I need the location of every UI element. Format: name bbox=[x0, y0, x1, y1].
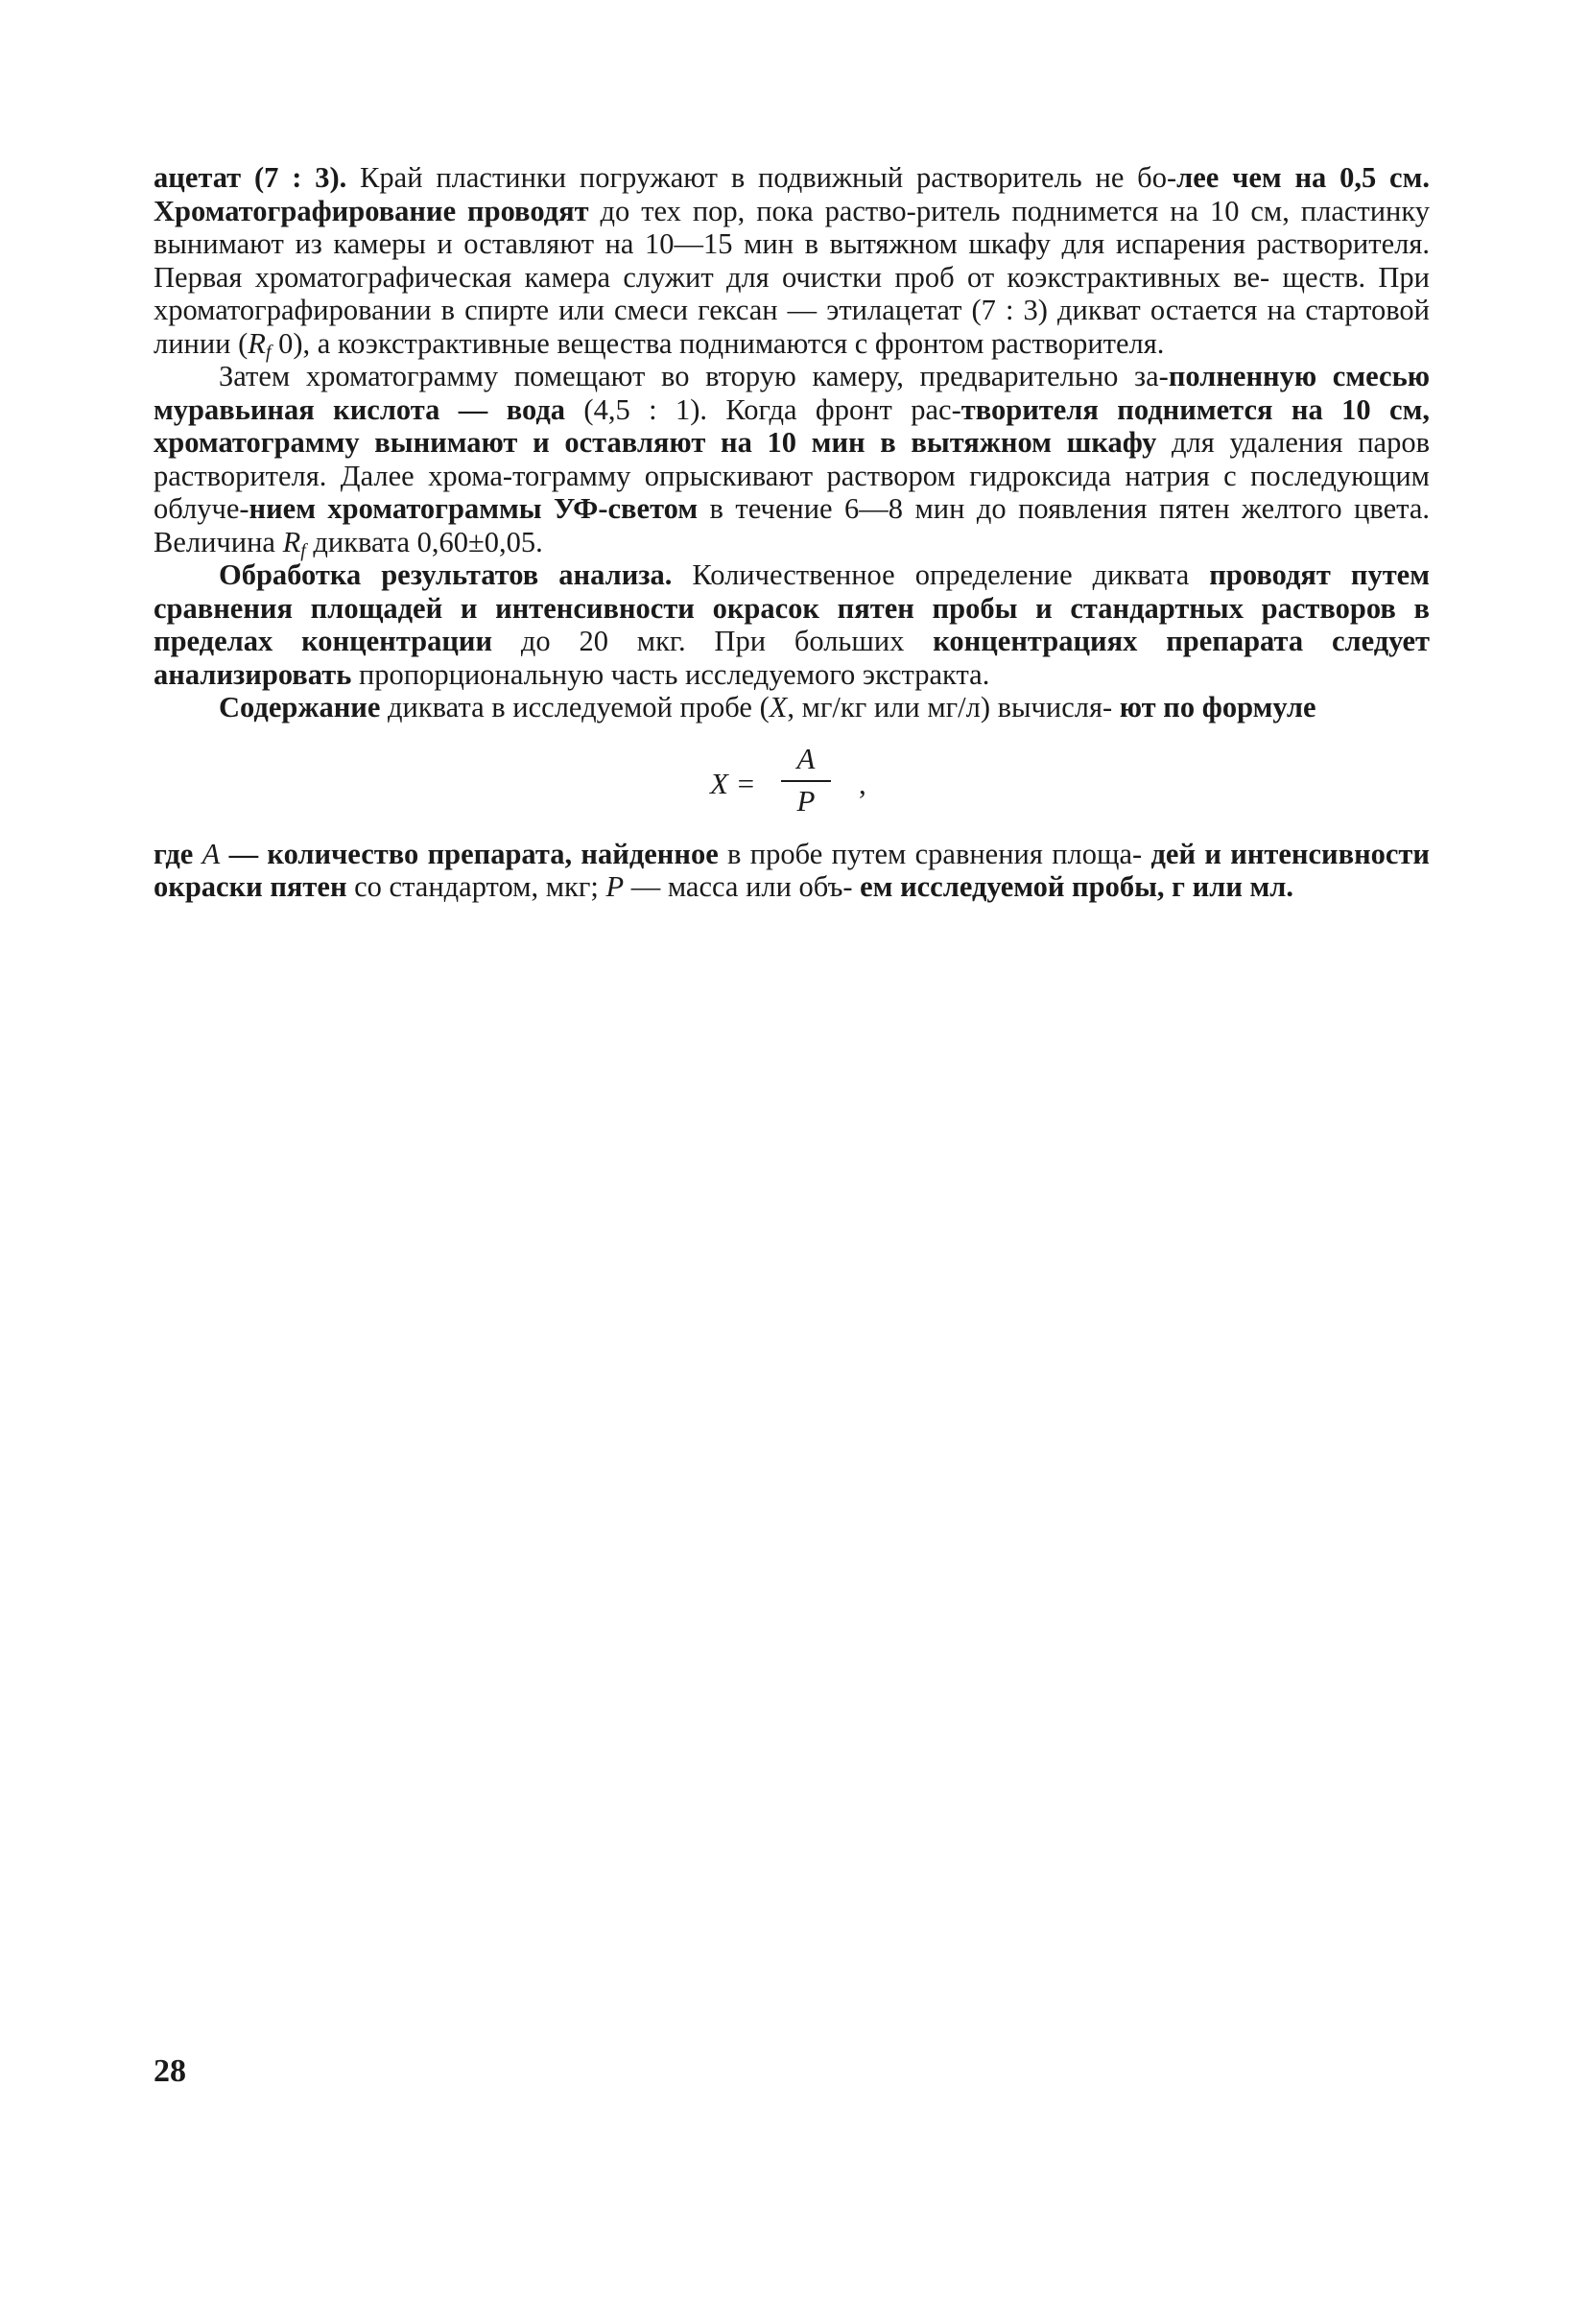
a-symbol: A bbox=[201, 837, 221, 870]
text: диквата в исследуемой пробе ( bbox=[380, 691, 770, 723]
rf-subscript: f bbox=[300, 539, 306, 561]
formula-numerator: A bbox=[796, 741, 816, 775]
text: , мг/кг или мг/л) вычисля- bbox=[787, 691, 1113, 723]
formula-comma: , bbox=[859, 767, 866, 801]
text: тограмму опрыскивают раствором гидроксида натрия с последующим облуче- bbox=[154, 459, 1430, 525]
text: в пробе путем сравнения площа- bbox=[718, 837, 1143, 870]
p-symbol: P bbox=[605, 870, 625, 903]
text-bold: 10 мин в вытяжном шкафу bbox=[767, 426, 1157, 459]
paragraph-5 bbox=[154, 838, 1430, 904]
text: (4,5 : 1). Когда фронт рас- bbox=[565, 392, 961, 426]
text: Затем хроматограмму помещают во вторую камеру, предварительно за- bbox=[219, 360, 1169, 392]
formula-fraction bbox=[777, 740, 835, 818]
text-bold: — количество препарата, найденное bbox=[220, 837, 719, 870]
rf-subscript: f bbox=[265, 341, 272, 363]
text: — масса или объ- bbox=[624, 870, 853, 903]
text-bold: концентрациях препарата следует анализировать bbox=[154, 625, 1430, 691]
text-bold: Содержание bbox=[219, 691, 381, 723]
text-bold: нием хроматограммы УФ-светом bbox=[249, 492, 699, 525]
text-bold: ацетат (7 : 3). bbox=[154, 161, 347, 194]
text: Количественное определение диквата bbox=[672, 558, 1210, 591]
paragraph-1 bbox=[154, 161, 1430, 363]
text-bold: ют по формуле bbox=[1119, 691, 1316, 723]
text: в течение 6—8 мин до появления пятен желтого цвета. Величина bbox=[154, 492, 1430, 558]
text: до 20 мкг. При больших bbox=[492, 625, 934, 657]
rf-symbol: R bbox=[282, 525, 301, 558]
text-bold: лее чем на 0,5 см. Хроматографирование проводят bbox=[154, 161, 1430, 227]
formula bbox=[154, 732, 1430, 838]
section-heading: Обработка результатов анализа. bbox=[219, 558, 673, 591]
rf-symbol: R bbox=[248, 326, 266, 360]
formula-lhs: X = bbox=[710, 767, 756, 801]
text-bold: проводят путем сравнения площадей и интенсивности окрасок пятен пробы и стандартных растворов в пределах концентрации bbox=[154, 558, 1430, 657]
text: ществ. При хроматографировании в спирте или смеси гексан — этилацетат (7 : 3) дикват остается на стартовой линии ( bbox=[154, 260, 1430, 360]
paragraph-2 bbox=[154, 360, 1430, 561]
text: Край пластинки погружают в подвижный растворитель не бо- bbox=[346, 161, 1177, 194]
x-symbol: X bbox=[769, 691, 788, 723]
body-text bbox=[154, 161, 1430, 904]
text: 0), а коэкстрактивные вещества поднимаются с фронтом растворителя. bbox=[271, 326, 1165, 360]
text-bold: творителя поднимется на 10 см, хроматограмму вынимают и оставляют на bbox=[154, 392, 1430, 459]
text-bold: где bbox=[154, 837, 202, 870]
text-bold: полненную смесью муравьиная кислота — вода bbox=[154, 360, 1430, 426]
paragraph-4 bbox=[154, 691, 1430, 724]
fraction-bar bbox=[781, 780, 831, 782]
text-bold: дей и интенсивности окраски пятен bbox=[154, 837, 1430, 903]
paragraph-3 bbox=[154, 558, 1430, 691]
text: для удаления паров растворителя. Далее хрома- bbox=[154, 426, 1430, 492]
text: пропорциональную часть исследуемого экстракта. bbox=[351, 657, 990, 691]
text: ритель поднимется на 10 см, пластинку вынимают из камеры и оставляют на 10—15 мин в вытяжном шкафу для испарения растворителя. Первая хроматографическая камера служит для очистки проб от коэкстрактивных ве- bbox=[154, 194, 1430, 294]
text-bold: ем исследуемой пробы, г или мл. bbox=[860, 870, 1294, 903]
page-number: 28 bbox=[154, 2053, 186, 2089]
formula-denominator: P bbox=[796, 783, 816, 818]
text: диквата 0,60±0,05. bbox=[305, 525, 543, 558]
text: со стандартом, мкг; bbox=[346, 870, 606, 903]
text: до тех пор, пока раство- bbox=[588, 194, 916, 227]
